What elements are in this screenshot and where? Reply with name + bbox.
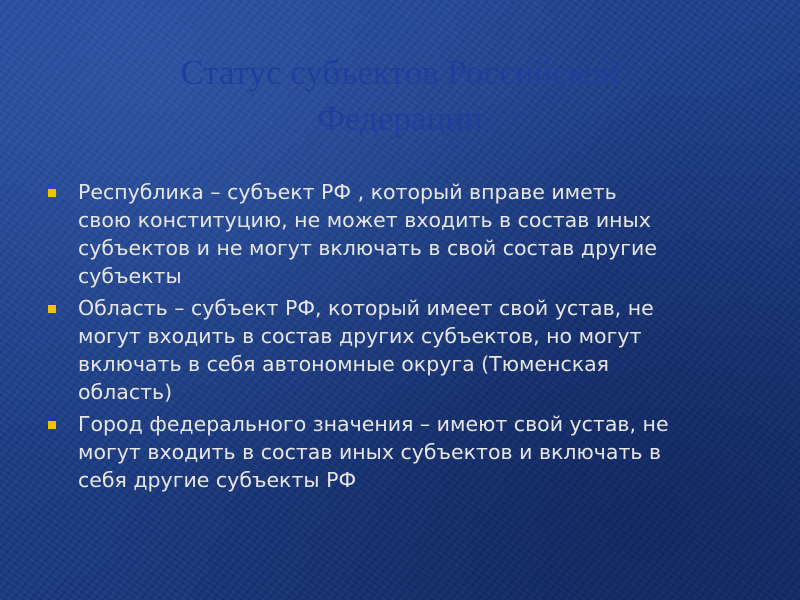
bullet-line: свою конституцию, не может входить в состав иных: [78, 208, 651, 232]
bullet-line: область): [78, 380, 173, 404]
bullet-line: себя другие субъекты РФ: [78, 468, 357, 492]
bullet-line: Республика – субъект РФ , который вправе иметь: [78, 180, 617, 204]
bullet-item-oblast: [48, 294, 748, 406]
bullet-item-republic: [48, 178, 748, 290]
bullet-line: Область – субъект РФ, который имеет свой устав, не: [78, 296, 654, 320]
bullet-line: Город федерального значения – имеют свой устав, не: [78, 412, 669, 436]
slide-title-line-2: Федерации: [317, 99, 483, 138]
bullet-list: [48, 178, 748, 498]
bullet-line: субъектов и не могут включать в свой состав другие: [78, 236, 657, 260]
square-bullet-icon: [48, 421, 56, 429]
slide-title-line-1: Статус субъектов Российской: [180, 53, 620, 92]
slide-title: [60, 50, 740, 142]
bullet-line: субъекты: [78, 264, 182, 288]
bullet-line: могут входить в состав других субъектов, но могут: [78, 324, 642, 348]
square-bullet-icon: [48, 305, 56, 313]
bullet-line: включать в себя автономные округа (Тюменская: [78, 352, 609, 376]
bullet-line: могут входить в состав иных субъектов и включать в: [78, 440, 662, 464]
bullet-item-federal-city: [48, 410, 748, 494]
square-bullet-icon: [48, 189, 56, 197]
